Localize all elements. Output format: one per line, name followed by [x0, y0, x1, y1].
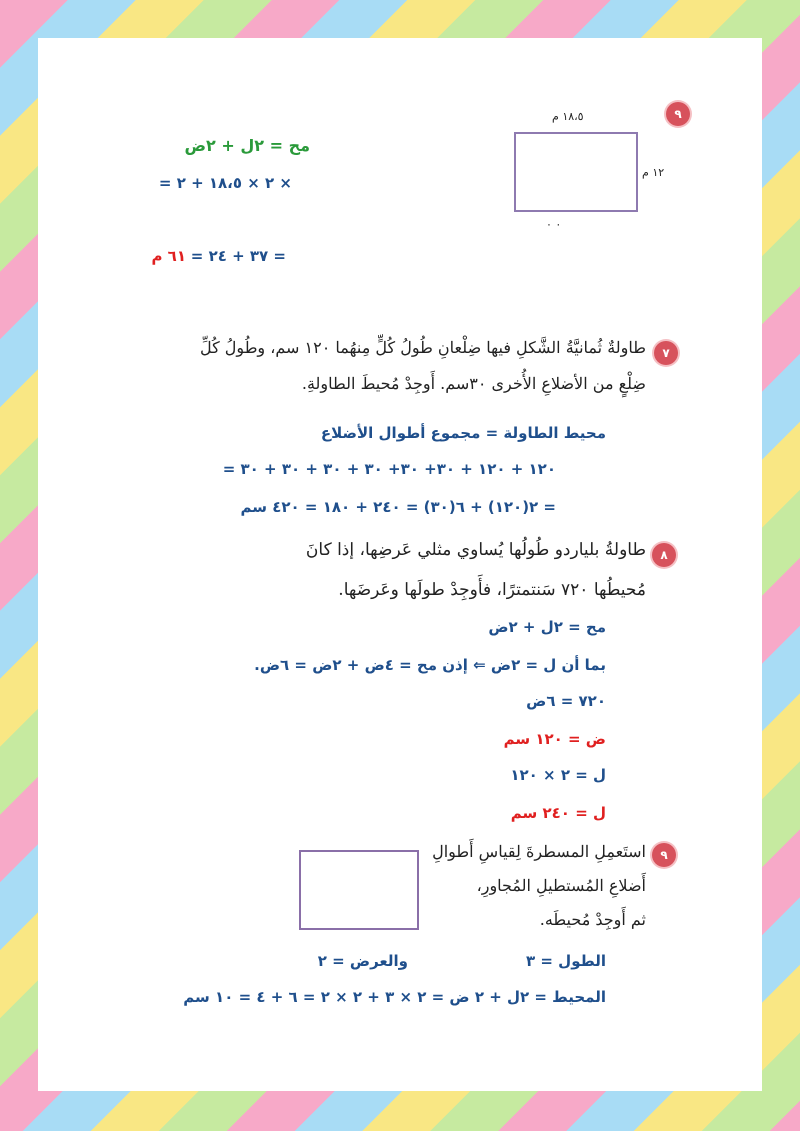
calc-line-2 — [151, 247, 286, 265]
figure-bottom-mark: ٠ ٠ — [546, 218, 562, 231]
step-length-result: ل = ٢٤٠ سم — [510, 804, 606, 822]
width-value: والعرض = ٢ — [317, 952, 408, 970]
step-substitution: بما أن ل = ٢ض ⇐ إذن مح = ٤ض + ٢ض = ٦ض. — [254, 656, 606, 674]
problem-text-line-1: استَعمِلِ المسطرةَ لِقياسِ أَطوالِ — [432, 842, 646, 861]
question-number-badge: ٩ — [652, 843, 676, 867]
figure-top-label: ١٨،٥ م — [552, 110, 584, 123]
calc-line-1: = ٢ × ١٨،٥ + ٢ × — [158, 174, 292, 192]
measure-rectangle-figure — [299, 850, 419, 930]
step-equation: ٧٢٠ = ٦ض — [526, 692, 606, 710]
figure-side-label: ١٢ م — [642, 166, 665, 179]
answer-line-1: محيط الطاولة = مجموع أطوال الأضلاع — [320, 424, 606, 442]
question-number-badge: ٨ — [652, 543, 676, 567]
problem-text-line-1: طاولةُ بلياردو طُولُها يُساوي مثلي عَرضِها، إذا كانَ — [305, 540, 646, 560]
worksheet-page — [38, 38, 762, 1091]
problem-text-line-1: طاولةٌ ثُمانيَّةُ الشَّكلِ فيها ضِلْعانِ طُولُ كُلٍّ مِنهُما ١٢٠ سم، وطُولُ كُلِّ — [199, 338, 646, 357]
answer-line-3: = ٢(١٢٠) + ٦(٣٠) = ٢٤٠ + ١٨٠ = ٤٢٠ سم — [240, 498, 556, 516]
perimeter-calc: المحيط = ٢ل + ٢ ض = ٢ × ٣ + ٢ × ٢ = ٦ + ٤ = ١٠ سم — [183, 988, 606, 1006]
perimeter-formula: مح = ٢ل + ٢ض — [184, 136, 310, 155]
calc-line-2-result: ٦١ م — [151, 247, 186, 265]
problem-text-line-2: أَضلاعِ المُستطيلِ المُجاورِ، — [476, 876, 646, 895]
answer-line-2: = ١٢٠ + ١٢٠ + ٣٠+ ٣٠+ ٣٠ + ٣٠ + ٣٠ + ٣٠ — [222, 460, 556, 478]
step-length-calc: ل = ٢ × ١٢٠ — [510, 766, 606, 784]
rectangle-figure — [514, 132, 638, 212]
problem-text-line-3: ثم أَوجِدْ مُحيطَه. — [539, 910, 646, 929]
length-value: الطول = ٣ — [526, 952, 606, 970]
step-formula: مح = ٢ل + ٢ض — [488, 618, 606, 636]
question-number-badge: ٩ — [666, 102, 690, 126]
problem-text-line-2: ضِلْعٍ من الأضلاعِ الأُخرى ٣٠سم. أَوجِدْ مُحيطَ الطاولةِ. — [301, 374, 646, 393]
question-number-badge: ٧ — [654, 341, 678, 365]
calc-line-2-expr: = ٣٧ + ٢٤ = — [190, 247, 286, 265]
step-width-result: ض = ١٢٠ سم — [503, 730, 606, 748]
problem-text-line-2: مُحيطُها ٧٢٠ سَنتمترًا، فأَوجِدْ طولَها وعَرضَها. — [338, 580, 646, 600]
